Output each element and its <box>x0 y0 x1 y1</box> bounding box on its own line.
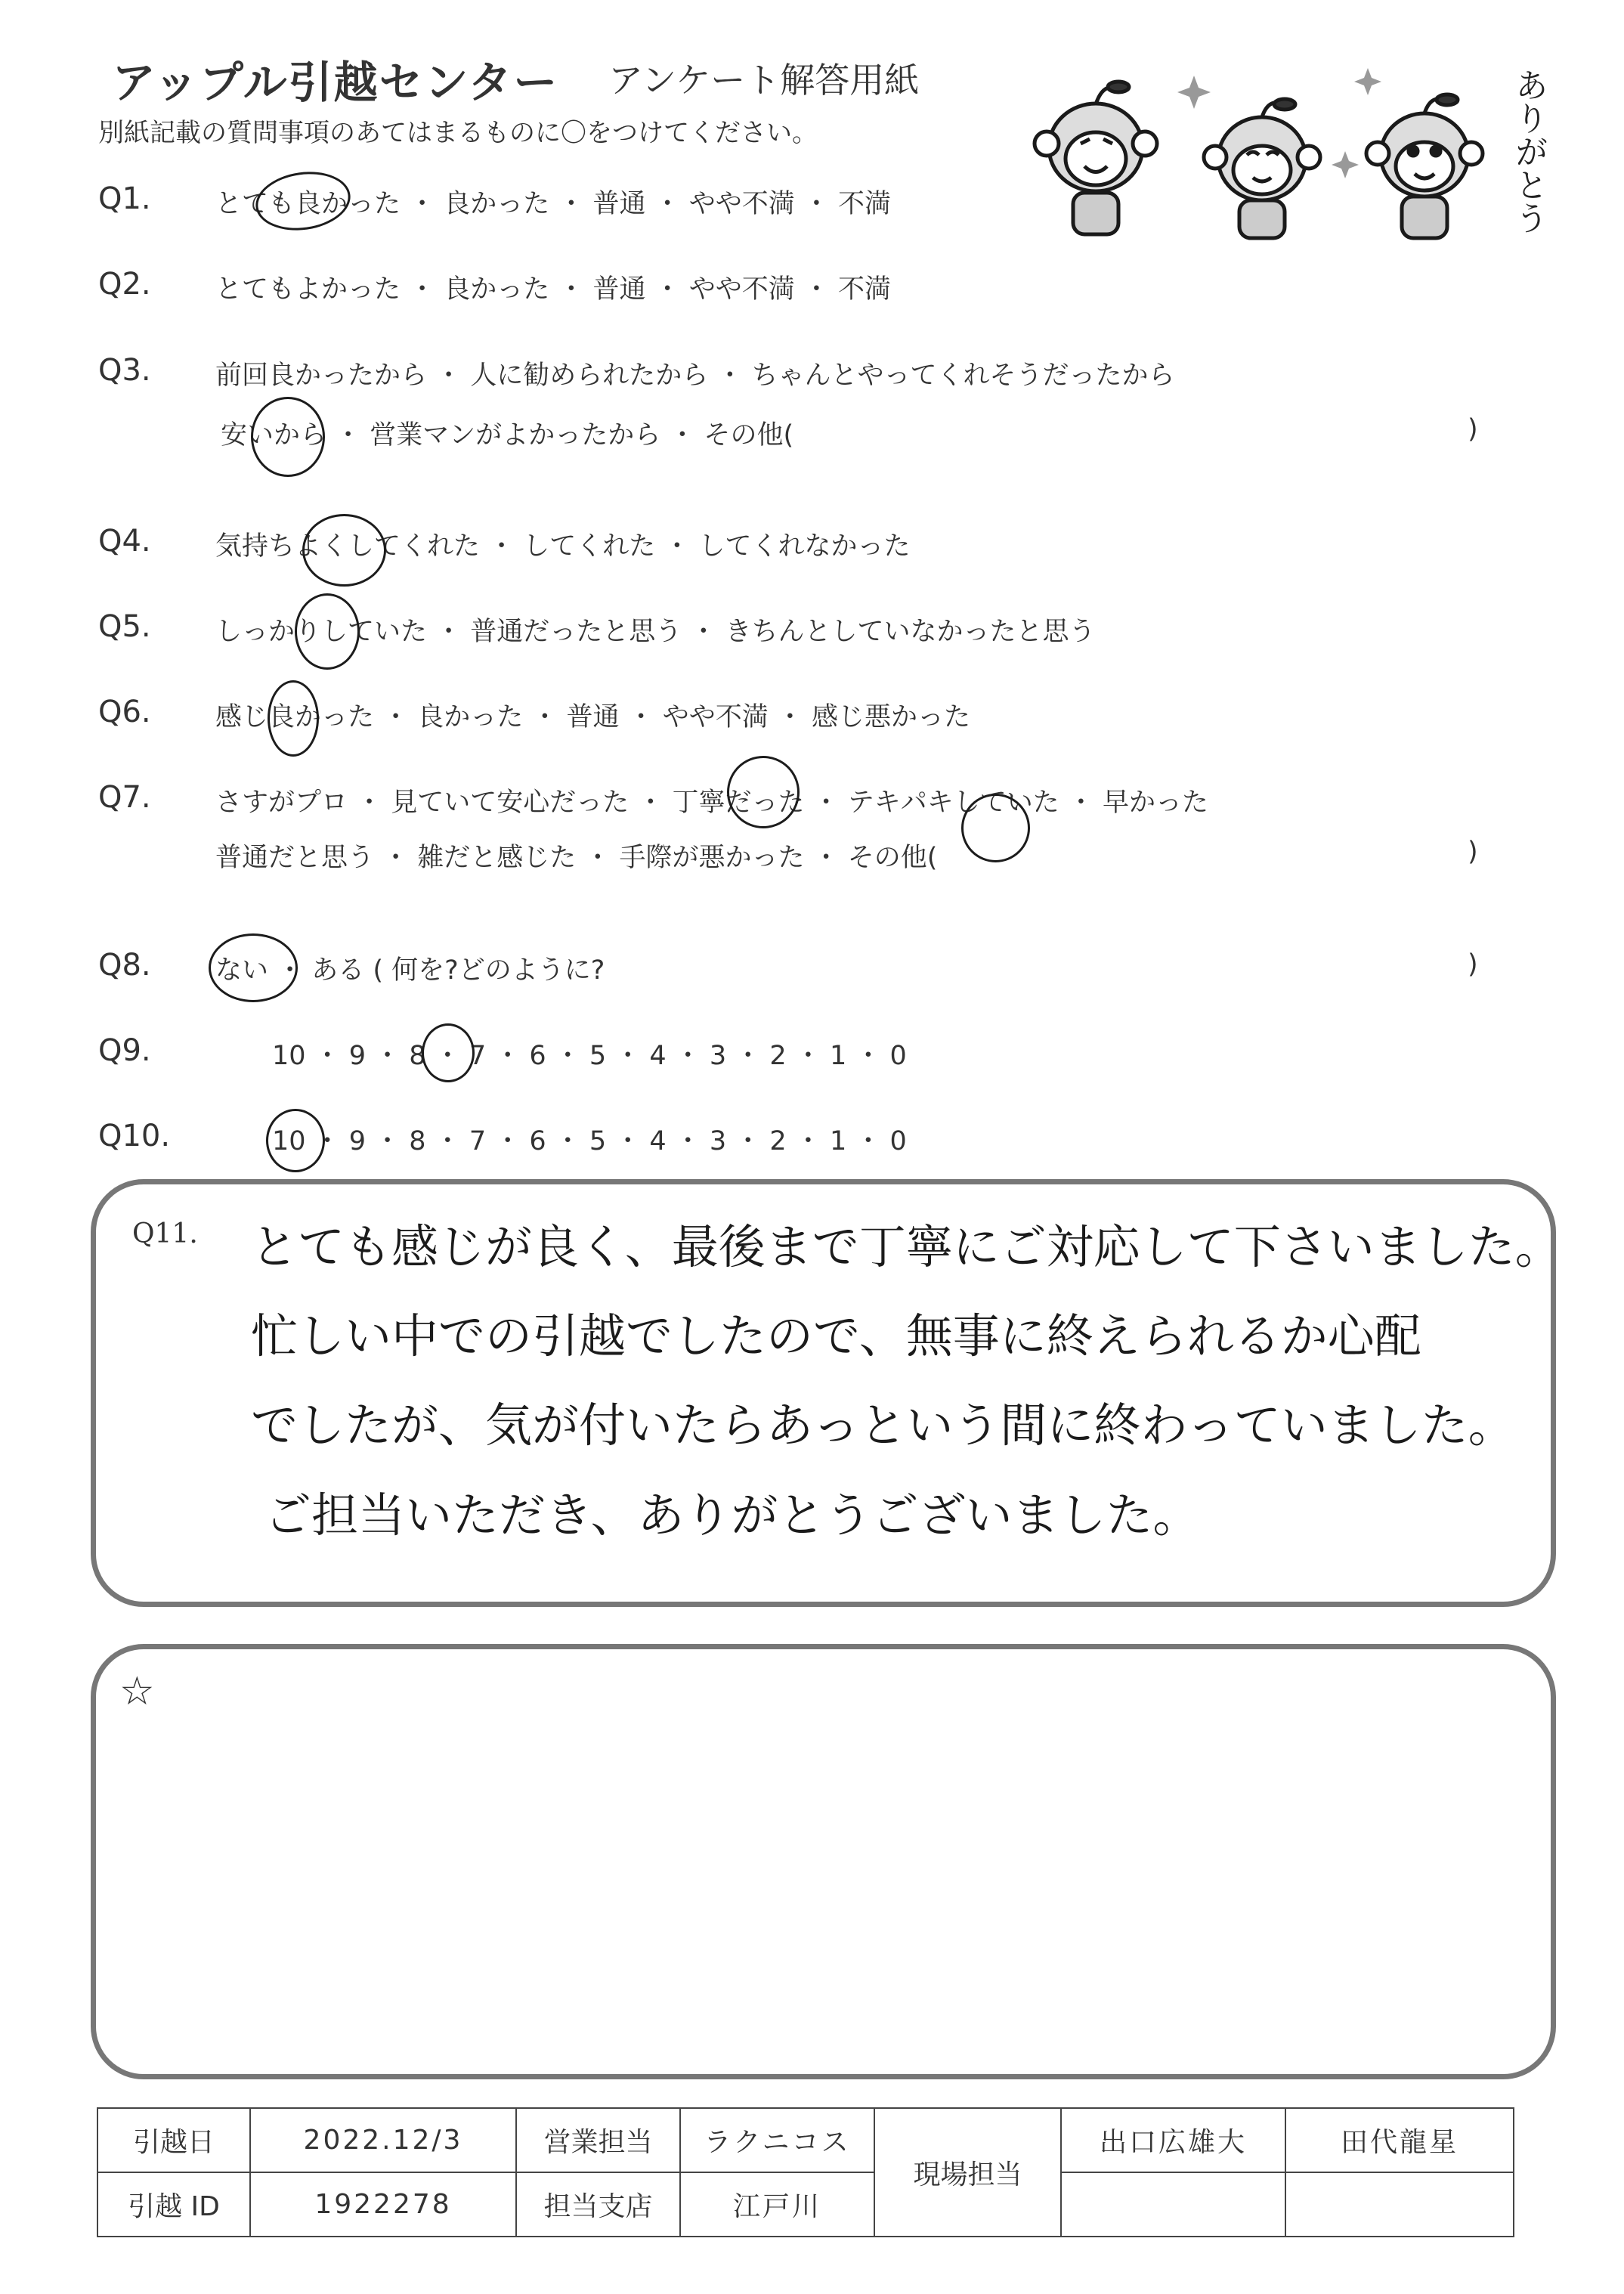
instruction-text: 別紙記載の質問事項のあてはまるものに〇をつけてください。 <box>98 118 818 148</box>
q11-comment-line-2: 忙しい中での引越でしたので、無事に終えられるか心配 <box>251 1308 1421 1364</box>
branch-value: 江戸川 <box>680 2172 874 2237</box>
sales-rep-value: ラクニコス <box>680 2108 874 2172</box>
answer-circle-q10 <box>266 1109 325 1172</box>
star-comment-box <box>91 1644 1556 2079</box>
q6-number: Q6. <box>98 695 151 729</box>
q3-options-line1: 前回良かったから ・ 人に勧められたから ・ ちゃんとやってくれそうだったから <box>215 361 1175 391</box>
answer-circle-q5 <box>295 593 360 670</box>
move-date-label: 引越日 <box>97 2108 250 2172</box>
q5-options: しっかりしていた ・ 普通だったと思う ・ きちんとしていなかったと思う <box>215 617 1096 647</box>
q11-comment-line-4: ご担当いただき、ありがとうございました。 <box>264 1488 1200 1543</box>
q2-options: とてもよかった ・ 良かった ・ 普通 ・ やや不満 ・ 不満 <box>215 274 892 305</box>
q10-scale: 10 ・ 9 ・ 8 ・ 7 ・ 6 ・ 5 ・ 4 ・ 3 ・ 2 ・ 1 ・ 0 <box>272 1126 907 1156</box>
q5-number: Q5. <box>98 609 151 644</box>
answer-circle-q4 <box>302 514 386 587</box>
move-date-value: 2022.12/3 <box>250 2108 516 2172</box>
q6-options: 感じ良かった ・ 良かった ・ 普通 ・ やや不満 ・ 感じ悪かった <box>215 702 971 732</box>
mascot-caption: ありがとう <box>1509 68 1548 234</box>
branch-label: 担当支店 <box>516 2172 680 2237</box>
q9-scale: 10 ・ 9 ・ 8 ・ 7 ・ 6 ・ 5 ・ 4 ・ 3 ・ 2 ・ 1 ・ 0 <box>272 1041 907 1071</box>
q4-options: 気持ちよくしてくれた ・ してくれた ・ してくれなかった <box>215 531 911 562</box>
q7-options-line2: 普通だと思う ・ 雑だと感じた ・ 手際が悪かった ・ その他( <box>215 843 938 873</box>
q9-number: Q9. <box>98 1033 151 1068</box>
site-staff-label: 現場担当 <box>874 2108 1061 2237</box>
q11-label: Q11. <box>132 1218 198 1249</box>
answer-circle-q8 <box>209 933 298 1002</box>
site-staff-empty-2 <box>1285 2172 1514 2237</box>
q3-options-line2: 安いから ・ 営業マンがよかったから ・ その他( <box>221 420 794 450</box>
site-staff-2: 田代龍星 <box>1285 2108 1514 2172</box>
mascot-illustration <box>1013 45 1527 249</box>
q8-options: ない ・ ある ( 何を?どのように? <box>215 955 605 986</box>
sales-rep-label: 営業担当 <box>516 2108 680 2172</box>
q2-number: Q2. <box>98 267 151 302</box>
company-name: アップル引越センター <box>112 57 559 108</box>
q7-close-paren: ) <box>1468 837 1478 867</box>
form-title: アンケート解答用紙 <box>608 60 920 101</box>
answer-circle-q1 <box>252 166 354 237</box>
q8-close-paren: ) <box>1468 949 1478 980</box>
q7-options-line1: さすがプロ ・ 見ていて安心だった ・ 丁寧だった ・ テキパキしていた ・ 早かった <box>215 788 1209 818</box>
answer-circle-q7b <box>961 794 1030 862</box>
move-id-value: 1922278 <box>250 2172 516 2237</box>
q11-comment-line-3: でしたが、気が付いたらあっという間に終わっていました。 <box>251 1398 1515 1453</box>
q8-number: Q8. <box>98 948 151 983</box>
answer-circle-q3 <box>251 397 325 477</box>
q4-number: Q4. <box>98 524 151 559</box>
q3-close-paren: ) <box>1468 414 1478 444</box>
q11-comment-line-1: とても感じが良く、最後まで丁寧にご対応して下さいました。 <box>251 1219 1562 1274</box>
move-id-label: 引越 ID <box>97 2172 250 2237</box>
answer-circle-q6 <box>268 680 319 757</box>
site-staff-empty-1 <box>1061 2172 1285 2237</box>
q1-options: とても良かった ・ 良かった ・ 普通 ・ やや不満 ・ 不満 <box>215 189 892 219</box>
q1-number: Q1. <box>98 181 151 216</box>
q7-number: Q7. <box>98 780 151 815</box>
footer-info-table <box>97 2107 1514 2237</box>
site-staff-1: 出口広雄大 <box>1061 2108 1285 2172</box>
answer-circle-q9 <box>422 1023 475 1082</box>
answer-circle-q7a <box>727 756 800 828</box>
star-icon: ☆ <box>119 1669 155 1714</box>
q3-number: Q3. <box>98 353 151 388</box>
q10-number: Q10. <box>98 1119 171 1153</box>
